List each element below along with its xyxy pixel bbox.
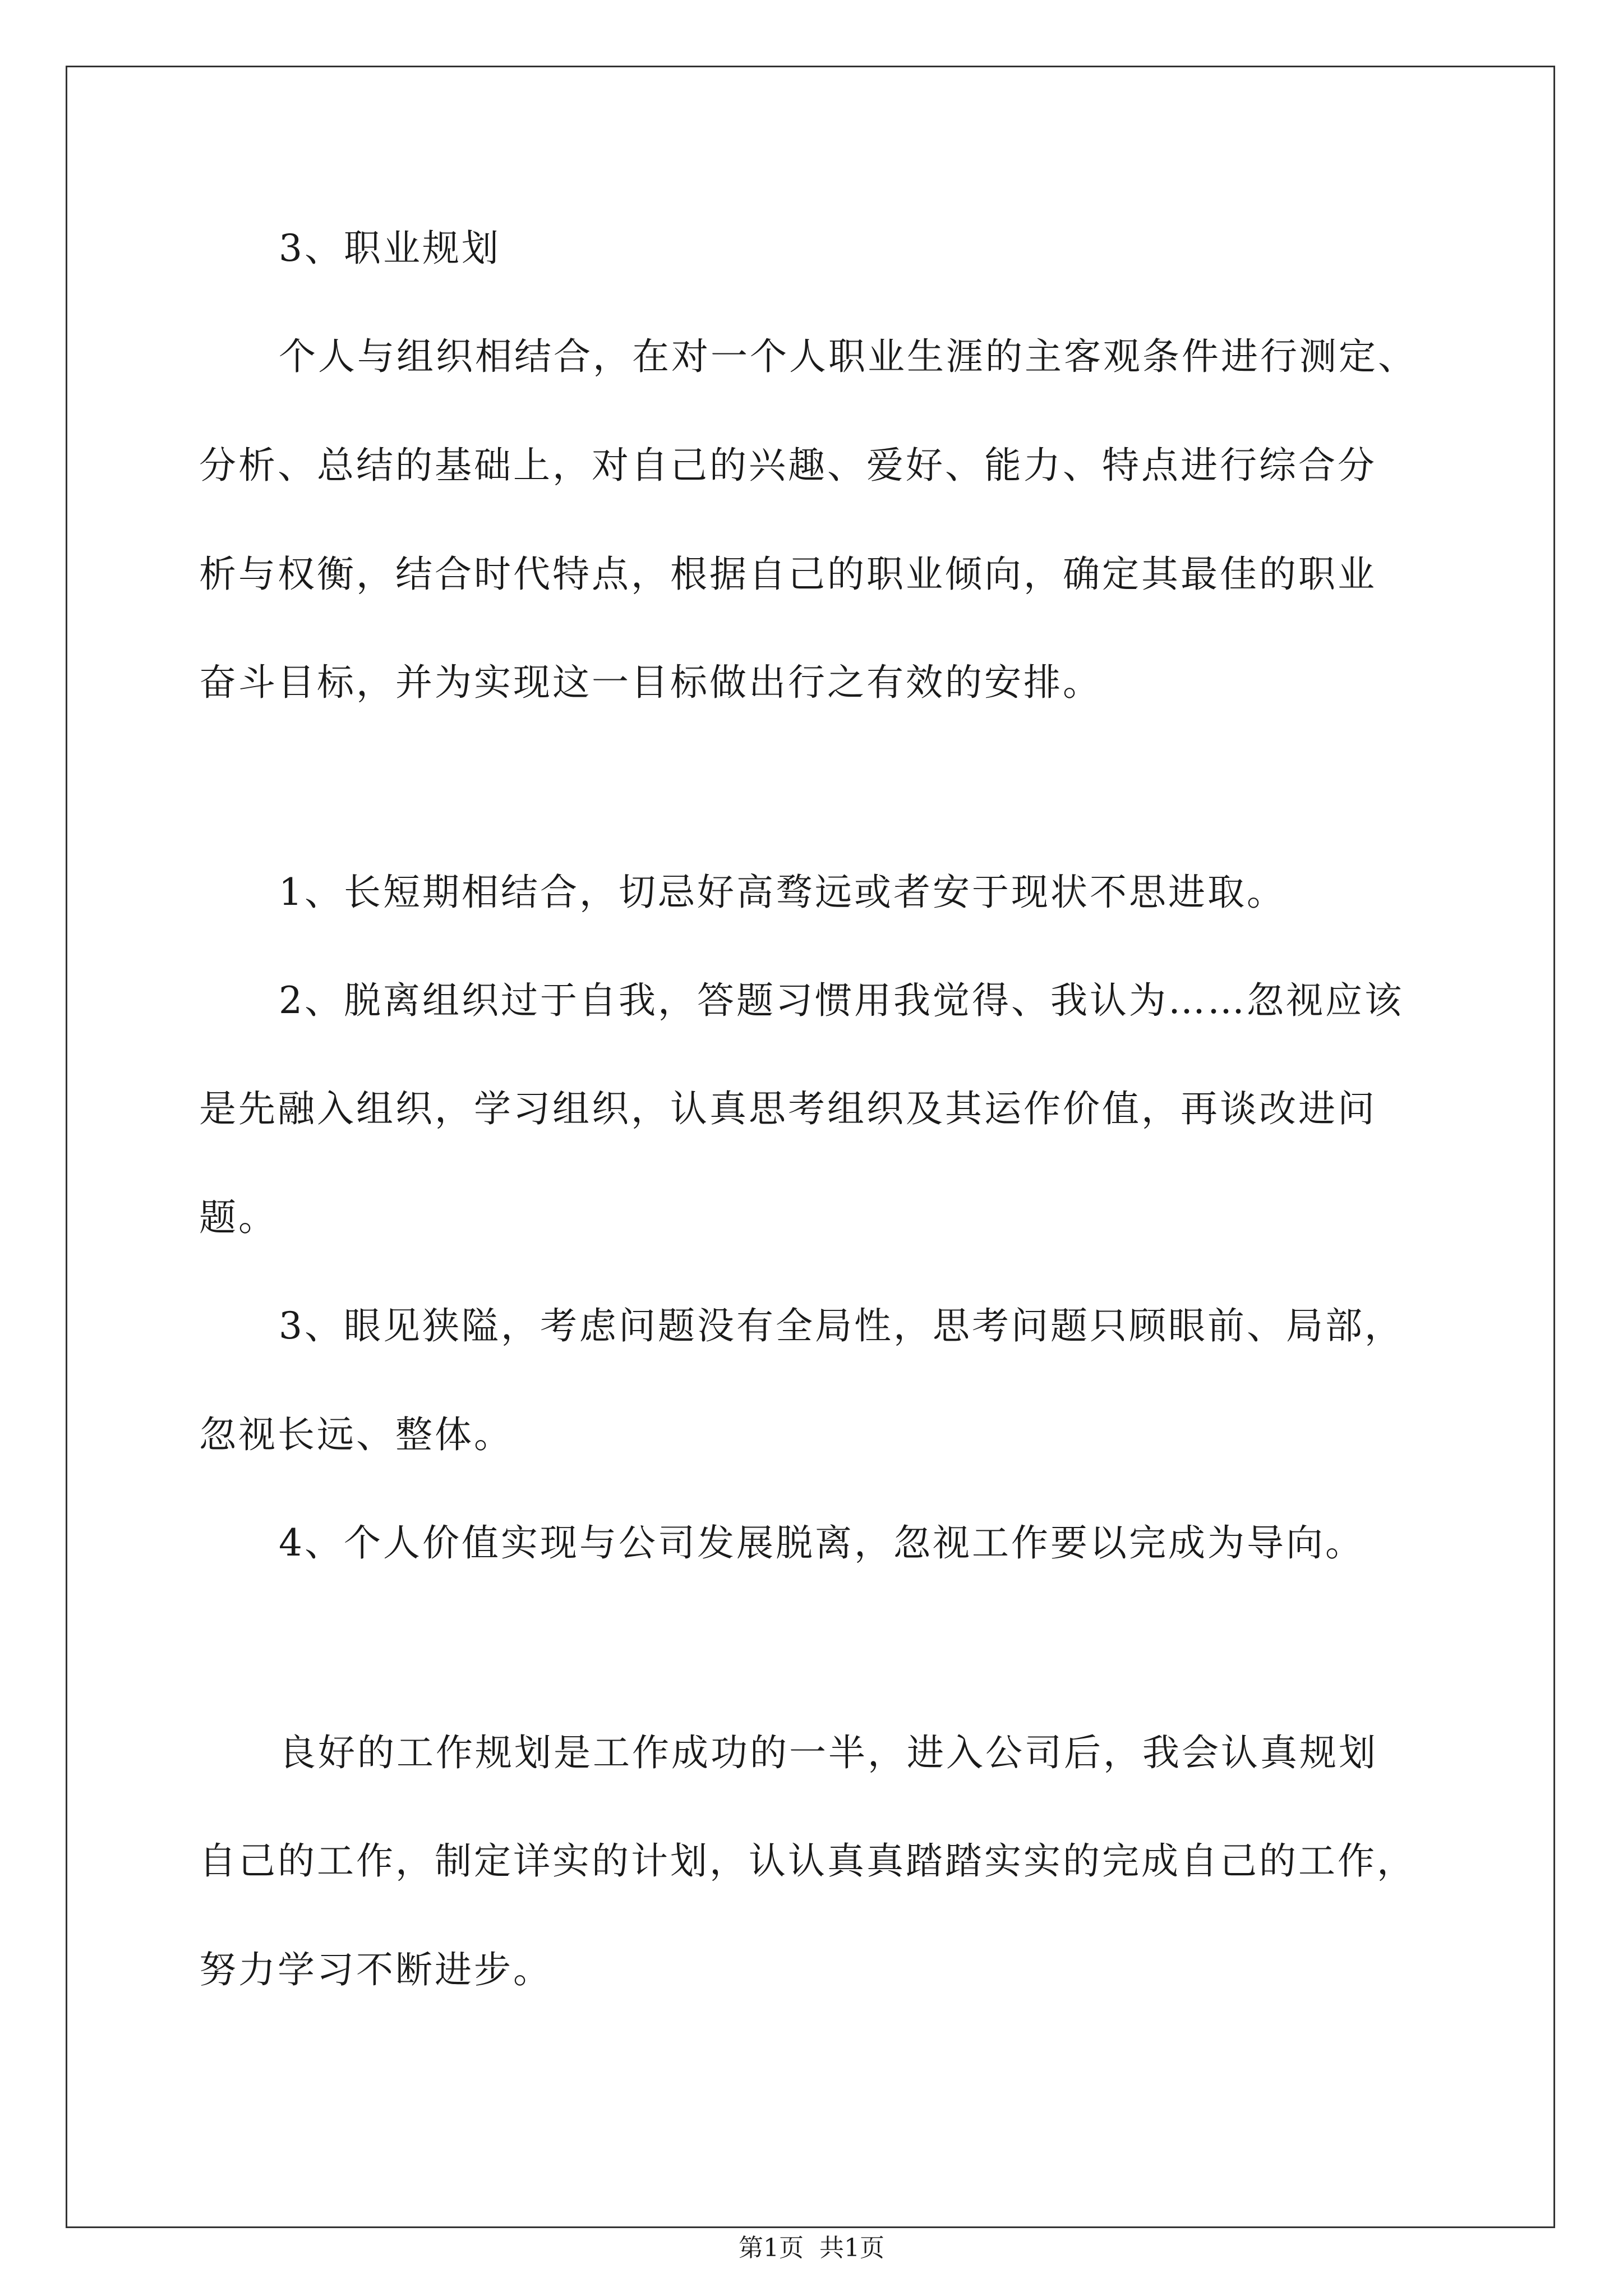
item-2-line-2: 是先融入组织，学习组织，认真思考组织及其运作价值，再谈改进问	[199, 1087, 1377, 1130]
conclusion-line-2: 自己的工作，制定详实的计划，认认真真踏踏实实的完成自己的工作，	[199, 1839, 1416, 1883]
item-4-line-1: 4、个人价值实现与公司发展脱离，忽视工作要以完成为导向。	[279, 1521, 1364, 1565]
item-1-line-1: 1、长短期相结合，切忌好高骛远或者安于现状不思进取。	[279, 871, 1286, 914]
section-heading: 3、职业规划	[279, 227, 501, 270]
paragraph-1-line-4: 奋斗目标，并为实现这一目标做出行之有效的安排。	[199, 661, 1102, 704]
conclusion-line-3: 努力学习不断进步。	[199, 1948, 552, 1991]
item-3-line-2: 忽视长远、整体。	[199, 1413, 513, 1456]
page-footer: 第1页 共1页	[739, 2234, 884, 2262]
item-2-line-1: 2、脱离组织过于自我，答题习惯用我觉得、我认为……忽视应该	[279, 979, 1404, 1022]
paragraph-1-line-3: 析与权衡，结合时代特点，根据自己的职业倾向，确定其最佳的职业	[199, 553, 1377, 596]
paragraph-1-line-2: 分析、总结的基础上，对自己的兴趣、爱好、能力、特点进行综合分	[199, 444, 1377, 487]
item-2-line-3: 题。	[199, 1196, 278, 1239]
page-border	[66, 66, 1555, 2228]
conclusion-line-1: 良好的工作规划是工作成功的一半，进入公司后，我会认真规划	[279, 1731, 1378, 1774]
item-3-line-1: 3、眼见狭隘，考虑问题没有全局性，思考问题只顾眼前、局部，	[279, 1304, 1404, 1347]
paragraph-1-line-1: 个人与组织相结合，在对一个人职业生涯的主客观条件进行测定、	[279, 335, 1417, 378]
